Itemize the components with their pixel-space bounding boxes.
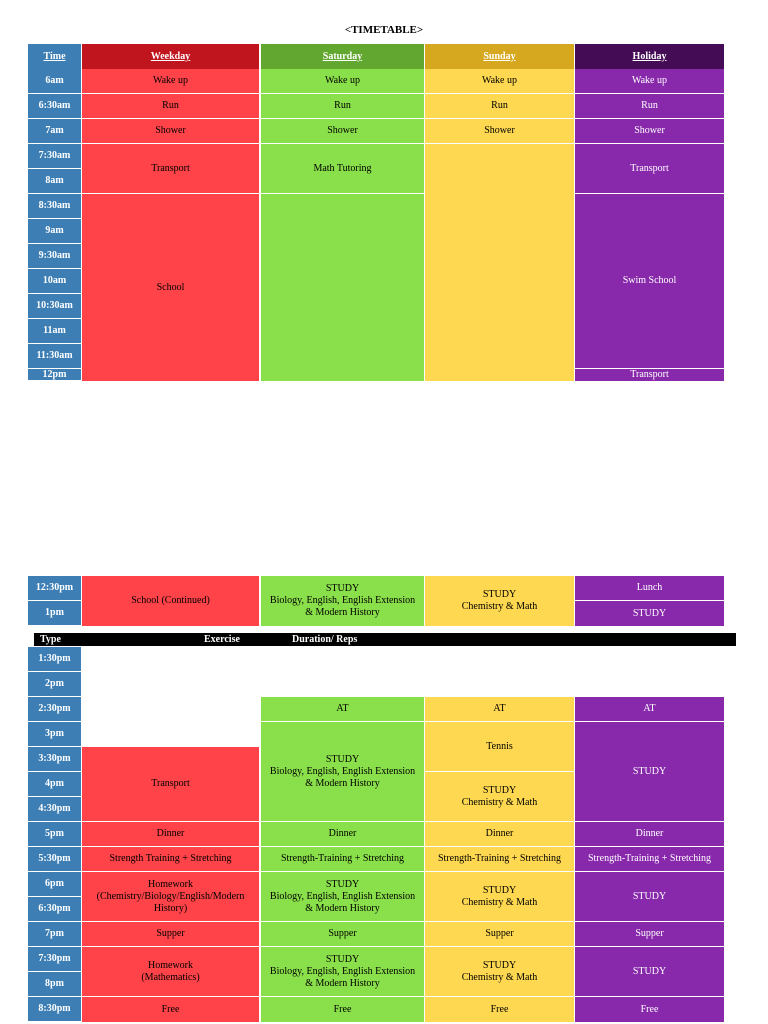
saturday-study-4: STUDY Biology, English, English Extension & Modern History	[261, 947, 424, 997]
sunday-study-3: STUDY Chemistry & Math	[425, 872, 574, 922]
weekday-free: Free	[82, 997, 259, 1022]
header-saturday: Saturday	[261, 44, 424, 69]
weekday-school: School	[82, 194, 259, 381]
time-label: 6:30am	[28, 94, 81, 119]
time-label: 12:30pm	[28, 576, 81, 601]
sunday-wake: Wake up	[425, 69, 574, 94]
weekday-school-continued: School (Continued)	[82, 576, 259, 626]
holiday-dinner: Dinner	[575, 822, 724, 847]
time-label: 8:30pm	[28, 997, 81, 1022]
holiday-study-1: STUDY	[575, 601, 724, 626]
holiday-transport: Transport	[575, 144, 724, 194]
time-label: 5:30pm	[28, 847, 81, 872]
holiday-shower: Shower	[575, 119, 724, 144]
time-label: 7pm	[28, 922, 81, 947]
saturday-wake: Wake up	[261, 69, 424, 94]
weekday-dinner: Dinner	[82, 822, 259, 847]
time-label: 8am	[28, 169, 81, 194]
holiday-run: Run	[575, 94, 724, 119]
exercise-name-label: Exercise	[204, 634, 240, 645]
weekday-supper: Supper	[82, 922, 259, 947]
time-label: 4pm	[28, 772, 81, 797]
time-label: 8pm	[28, 972, 81, 997]
header-weekday: Weekday	[82, 44, 259, 69]
saturday-free: Free	[261, 997, 424, 1022]
holiday-strength: Strength-Training + Stretching	[575, 847, 724, 872]
time-label: 1:30pm	[28, 647, 81, 672]
saturday-dinner: Dinner	[261, 822, 424, 847]
weekday-transport: Transport	[82, 144, 259, 194]
sunday-study-4: STUDY Chemistry & Math	[425, 947, 574, 997]
sunday-study-1: STUDY Chemistry & Math	[425, 576, 574, 626]
holiday-swim-school: Swim School	[575, 194, 724, 369]
time-label: 3:30pm	[28, 747, 81, 772]
time-label: 2pm	[28, 672, 81, 697]
weekday-strength: Strength Training + Stretching	[82, 847, 259, 872]
exercise-duration-label: Duration/ Reps	[292, 634, 358, 645]
saturday-study-1: STUDY Biology, English, English Extension & Modern History	[261, 576, 424, 626]
holiday-wake: Wake up	[575, 69, 724, 94]
saturday-math-tutoring: Math Tutoring	[261, 144, 424, 194]
saturday-at: AT	[261, 697, 424, 722]
holiday-study-2: STUDY	[575, 722, 724, 822]
holiday-lunch: Lunch	[575, 576, 724, 601]
time-label: 1pm	[28, 601, 81, 626]
time-label: 7:30am	[28, 144, 81, 169]
saturday-run: Run	[261, 94, 424, 119]
time-label: 11:30am	[28, 344, 81, 369]
weekday-transport-2: Transport	[82, 747, 259, 822]
header-holiday: Holiday	[575, 44, 724, 69]
time-label: 7am	[28, 119, 81, 144]
holiday-at: AT	[575, 697, 724, 722]
header-time: Time	[28, 44, 81, 69]
time-label: 5pm	[28, 822, 81, 847]
time-label: 3pm	[28, 722, 81, 747]
header-sunday: Sunday	[425, 44, 574, 69]
sunday-at: AT	[425, 697, 574, 722]
exercise-type-label: Type	[40, 634, 61, 645]
time-label: 10am	[28, 269, 81, 294]
time-label: 12pm	[28, 369, 81, 381]
holiday-study-4: STUDY	[575, 947, 724, 997]
holiday-study-3: STUDY	[575, 872, 724, 922]
time-label: 9am	[28, 219, 81, 244]
exercise-header-bar	[34, 633, 736, 646]
sunday-run: Run	[425, 94, 574, 119]
saturday-block	[261, 194, 424, 381]
sunday-strength: Strength-Training + Stretching	[425, 847, 574, 872]
holiday-transport-2: Transport	[575, 369, 724, 381]
time-label: 11am	[28, 319, 81, 344]
saturday-supper: Supper	[261, 922, 424, 947]
weekday-wake: Wake up	[82, 69, 259, 94]
saturday-strength: Strength-Training + Stretching	[261, 847, 424, 872]
holiday-free: Free	[575, 997, 724, 1022]
time-label: 9:30am	[28, 244, 81, 269]
sunday-free: Free	[425, 997, 574, 1022]
time-label: 6pm	[28, 872, 81, 897]
time-label: 10:30am	[28, 294, 81, 319]
weekday-homework-1: Homework (Chemistry/Biology/English/Modern History)	[82, 872, 259, 922]
holiday-supper: Supper	[575, 922, 724, 947]
time-label: 8:30am	[28, 194, 81, 219]
time-label: 6:30pm	[28, 897, 81, 922]
time-label: 2:30pm	[28, 697, 81, 722]
saturday-shower: Shower	[261, 119, 424, 144]
saturday-study-2: STUDY Biology, English, English Extension & Modern History	[261, 722, 424, 822]
weekday-shower: Shower	[82, 119, 259, 144]
sunday-tennis: Tennis	[425, 722, 574, 772]
sunday-supper: Supper	[425, 922, 574, 947]
sunday-study-2: STUDY Chemistry & Math	[425, 772, 574, 822]
sunday-shower: Shower	[425, 119, 574, 144]
time-label: 6am	[28, 69, 81, 94]
sunday-block	[425, 144, 574, 381]
page-title: <TIMETABLE>	[344, 24, 424, 36]
time-label: 4:30pm	[28, 797, 81, 822]
weekday-run: Run	[82, 94, 259, 119]
weekday-homework-2: Homework (Mathematics)	[82, 947, 259, 997]
time-label: 7:30pm	[28, 947, 81, 972]
sunday-dinner: Dinner	[425, 822, 574, 847]
saturday-study-3: STUDY Biology, English, English Extension & Modern History	[261, 872, 424, 922]
